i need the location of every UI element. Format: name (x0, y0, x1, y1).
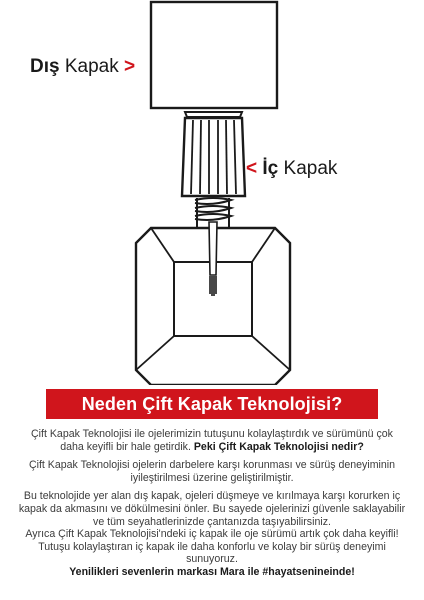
paragraph-1 (18, 428, 406, 453)
inner-cap-collar (185, 112, 242, 117)
chevron-left-icon: < (246, 158, 258, 179)
paragraph-1-question: Peki Çift Kapak Teknolojisi nedir? (193, 440, 364, 453)
closing-line (18, 566, 406, 579)
paragraph-2: Çift Kapak Teknolojisi ojelerin darbelere karşı korunması ve sürüş deneyiminin iyileştirilmesi üzerine geliştirilmiştir. (28, 459, 396, 484)
outer-cap-label (30, 56, 135, 78)
inner-cap-label (246, 158, 337, 180)
paragraph-3: Bu teknolojide yer alan dış kapak, ojeleri düşmeye ve kırılmaya karşı korurken iç kapak da akmasını ve dökülmesini önler. Bu sayede ojelerinizi güvenle saklayabilir ve tüm seyahatlerinizde çantanızda taşıyabilirsiniz. (18, 490, 406, 528)
paragraph-4: Ayrıca Çift Kapak Teknolojisi'ndeki iç kapak ile oje sürümü artık çok daha keyifli! Tutuşu kolaylaştıran iç kapak ile daha konforlu ve kolay bir sürüş deneyimi sunuyoruz. (25, 528, 399, 566)
closing-text: Yenilikleri sevenlerin markası Mara ile #hayatsenineinde! (69, 565, 355, 578)
inner-cap-label-bold: İç (262, 158, 279, 179)
paragraph-1-text: Çift Kapak Teknolojisi ile ojelerimizin tutuşunu kolaylaştırdık ve sürümünü çok daha keyifli bir hale getirdik. (31, 428, 393, 453)
outer-cap-shape (151, 2, 277, 108)
inner-cap-label-rest: Kapak (278, 158, 338, 179)
outer-cap-label-bold: Dış (30, 56, 60, 77)
description-text (18, 428, 406, 579)
chevron-right-icon: > (124, 56, 136, 77)
section-title: Neden Çift Kapak Teknolojisi? (81, 393, 343, 414)
section-title-banner (46, 389, 378, 419)
outer-cap-label-rest: Kapak (59, 56, 119, 77)
